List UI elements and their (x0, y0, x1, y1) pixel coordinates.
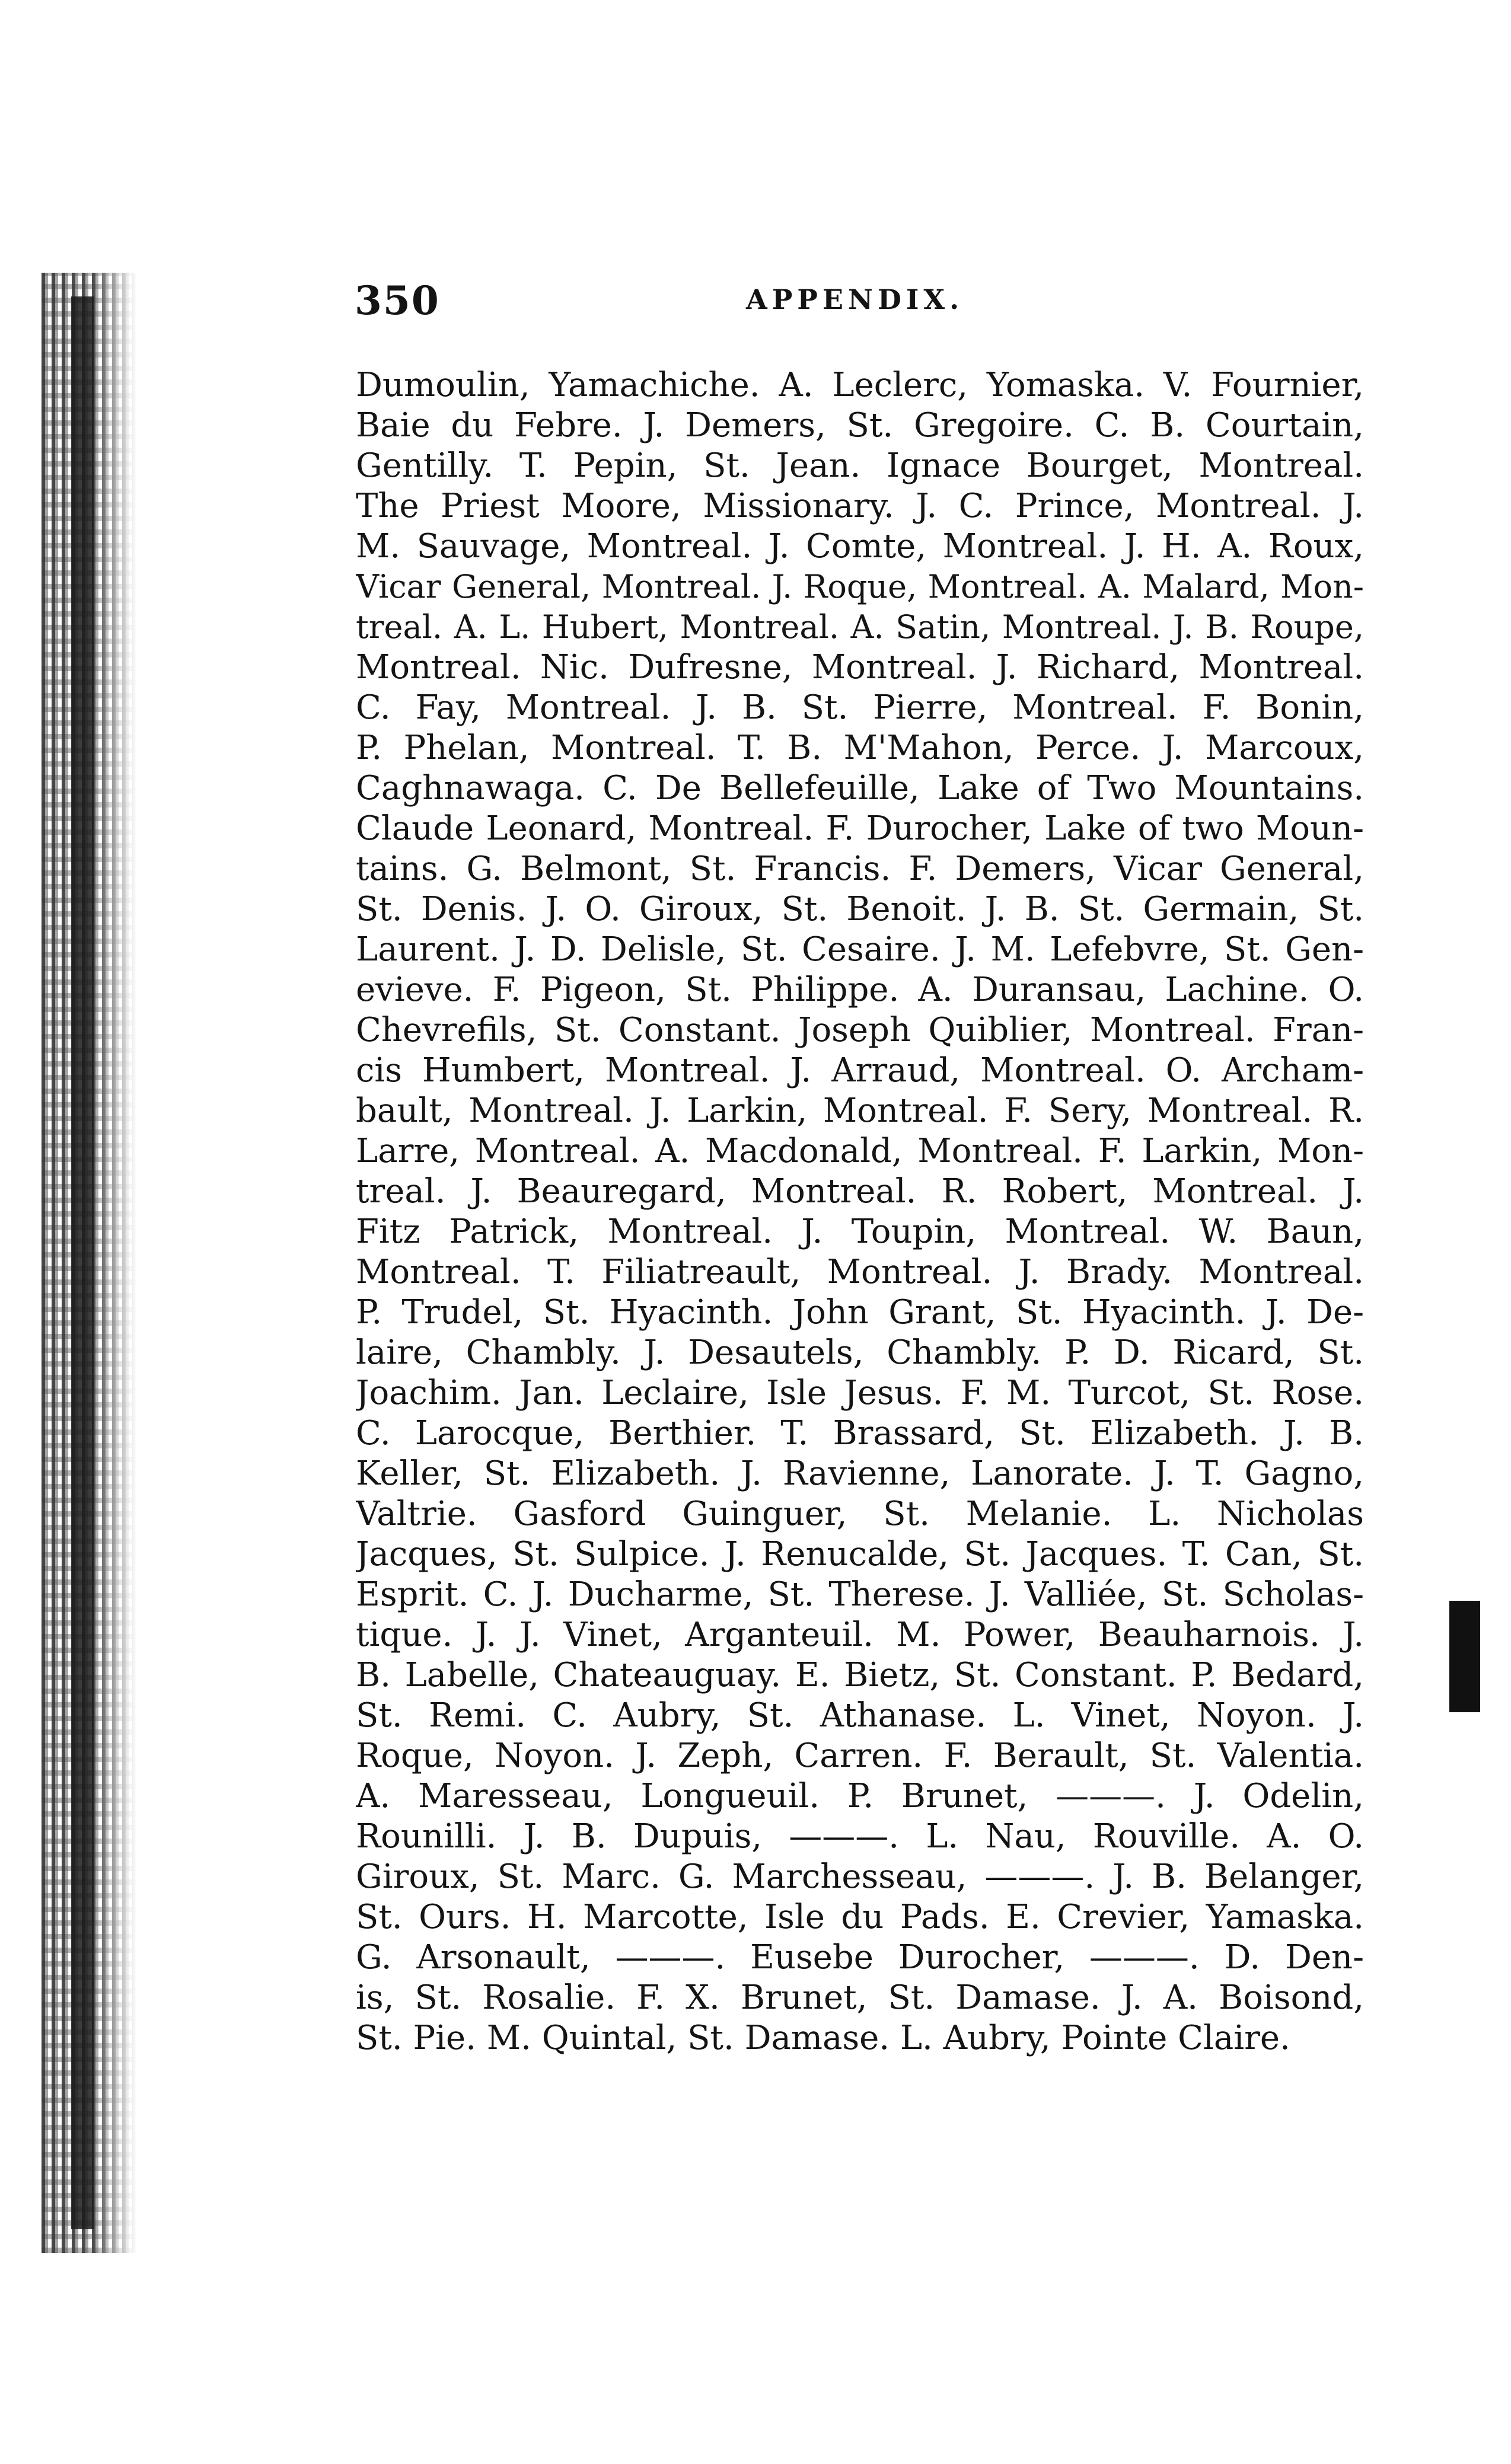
text-line: tique. J. J. Vinet, Arganteuil. M. Power, Beauharnois. J. (356, 1616, 1364, 1654)
text-line: Claude Leonard, Montreal. F. Durocher, Lake of two Moun- (356, 809, 1364, 848)
text-line: Fitz Patrick, Montreal. J. Toupin, Montreal. W. Baun, (356, 1212, 1364, 1251)
text-line: tains. G. Belmont, St. Francis. F. Demers, Vicar General, (356, 850, 1364, 888)
text-line: evieve. F. Pigeon, St. Philippe. A. Duransau, Lachine. O. (356, 971, 1364, 1009)
text-line: Rounilli. J. B. Dupuis, ———. L. Nau, Rouville. A. O. (356, 1817, 1364, 1856)
text-line: laire, Chambly. J. Desautels, Chambly. P. D. Ricard, St. (356, 1333, 1364, 1372)
text-line: The Priest Moore, Missionary. J. C. Prince, Montreal. J. (356, 487, 1364, 525)
text-line: St. Denis. J. O. Giroux, St. Benoit. J. B. St. Germain, St. (356, 890, 1364, 928)
binding-shadow-core (71, 296, 94, 2229)
body-text (356, 365, 1364, 2058)
text-line: Dumoulin, Yamachiche. A. Leclerc, Yomaska. V. Fournier, (356, 366, 1364, 404)
text-line: G. Arsonault, ———. Eusebe Durocher, ———. D. Den- (356, 1938, 1364, 1977)
running-head: APPENDIX. (746, 283, 964, 315)
text-line: treal. A. L. Hubert, Montreal. A. Satin, Montreal. J. B. Roupe, (356, 608, 1364, 646)
text-line: Montreal. Nic. Dufresne, Montreal. J. Richard, Montreal. (356, 648, 1364, 687)
text-line: A. Maresseau, Longueuil. P. Brunet, ———. J. Odelin, (356, 1777, 1364, 1815)
text-line: Caghnawaga. C. De Bellefeuille, Lake of Two Mountains. (356, 769, 1364, 807)
text-line: Chevrefils, St. Constant. Joseph Quiblier, Montreal. Fran- (356, 1011, 1364, 1049)
text-line: Baie du Febre. J. Demers, St. Gregoire. C. B. Courtain, (356, 406, 1364, 445)
text-line: cis Humbert, Montreal. J. Arraud, Montreal. O. Archam- (356, 1051, 1364, 1090)
text-line: Valtrie. Gasford Guinguer, St. Melanie. L. Nicholas (356, 1495, 1364, 1533)
text-line: P. Trudel, St. Hyacinth. John Grant, St. Hyacinth. J. De- (356, 1293, 1364, 1332)
page-header (355, 277, 1375, 343)
text-line: P. Phelan, Montreal. T. B. M'Mahon, Perce. J. Marcoux, (356, 729, 1364, 767)
text-line: Gentilly. T. Pepin, St. Jean. Ignace Bourget, Montreal. (356, 446, 1364, 485)
text-line: Keller, St. Elizabeth. J. Ravienne, Lanorate. J. T. Gagno, (356, 1454, 1364, 1493)
text-line: B. Labelle, Chateauguay. E. Bietz, St. Constant. P. Bedard, (356, 1656, 1364, 1694)
text-line: Laurent. J. D. Delisle, St. Cesaire. J. M. Lefebvre, St. Gen- (356, 930, 1364, 969)
text-line: Roque, Noyon. J. Zeph, Carren. F. Berault, St. Valentia. (356, 1737, 1364, 1775)
text-line: Giroux, St. Marc. G. Marchesseau, ———. J. B. Belanger, (356, 1857, 1364, 1896)
text-line: Vicar General, Montreal. J. Roque, Montreal. A. Malard, Mon- (356, 568, 1364, 605)
text-line: Montreal. T. Filiatreault, Montreal. J. Brady. Montreal. (356, 1253, 1364, 1291)
text-line: Jacques, St. Sulpice. J. Renucalde, St. Jacques. T. Can, St. (356, 1535, 1364, 1573)
text-line: Esprit. C. J. Ducharme, St. Therese. J. Valliée, St. Scholas- (356, 1575, 1364, 1614)
text-line: Larre, Montreal. A. Macdonald, Montreal. F. Larkin, Mon- (356, 1132, 1364, 1170)
text-line: M. Sauvage, Montreal. J. Comte, Montreal. J. H. A. Roux, (356, 527, 1364, 566)
text-line: is, St. Rosalie. F. X. Brunet, St. Damase. J. A. Boisond, (356, 1978, 1364, 2017)
text-line: St. Ours. H. Marcotte, Isle du Pads. E. Crevier, Yamaska. (356, 1898, 1364, 1936)
text-line: bault, Montreal. J. Larkin, Montreal. F. Sery, Montreal. R. (356, 1091, 1364, 1130)
text-line: C. Fay, Montreal. J. B. St. Pierre, Montreal. F. Bonin, (356, 688, 1364, 727)
text-line: Joachim. Jan. Leclaire, Isle Jesus. F. M. Turcot, St. Rose. (356, 1374, 1364, 1412)
text-line: St. Pie. M. Quintal, St. Damase. L. Aubry, Pointe Claire. (356, 2019, 1290, 2057)
page-number: 350 (355, 277, 440, 324)
text-line: C. Larocque, Berthier. T. Brassard, St. Elizabeth. J. B. (356, 1414, 1364, 1453)
text-line: St. Remi. C. Aubry, St. Athanase. L. Vinet, Noyon. J. (356, 1696, 1364, 1735)
edge-mark (1449, 1601, 1480, 1712)
text-line: treal. J. Beauregard, Montreal. R. Robert, Montreal. J. (356, 1172, 1364, 1211)
